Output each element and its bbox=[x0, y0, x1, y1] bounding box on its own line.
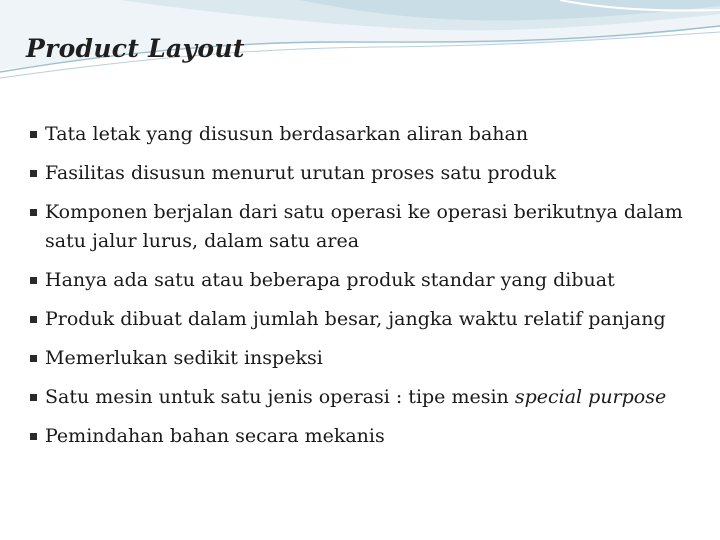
bullet-item-3 bbox=[30, 198, 690, 256]
bullet-item-2 bbox=[30, 159, 690, 188]
bullet-text-7 bbox=[45, 386, 666, 408]
bullet-text-1: Tata letak yang disusun berdasarkan aliran bahan bbox=[45, 123, 529, 145]
bullet-item-8 bbox=[30, 422, 690, 451]
bullet-list bbox=[30, 120, 690, 461]
slide-title: Product Layout bbox=[26, 34, 245, 63]
bullet-item-6 bbox=[30, 344, 690, 373]
bullet-text-2: Fasilitas disusun menurut urutan proses satu produk bbox=[45, 162, 557, 184]
square-bullet-icon bbox=[30, 355, 37, 362]
square-bullet-icon bbox=[30, 131, 37, 138]
bullet-item-4 bbox=[30, 266, 690, 295]
square-bullet-icon bbox=[30, 209, 37, 216]
bullet-text-3: Komponen berjalan dari satu operasi ke operasi berikutnya dalam satu jalur lurus, dalam satu area bbox=[45, 201, 683, 252]
bullet-item-7 bbox=[30, 383, 690, 412]
bullet-text-5: Produk dibuat dalam jumlah besar, jangka waktu relatif panjang bbox=[45, 308, 666, 330]
bullet-item-5 bbox=[30, 305, 690, 334]
bullet-item-1 bbox=[30, 120, 690, 149]
square-bullet-icon bbox=[30, 170, 37, 177]
bullet-text-7-emphasis: special purpose bbox=[514, 386, 667, 408]
square-bullet-icon bbox=[30, 433, 37, 440]
square-bullet-icon bbox=[30, 277, 37, 284]
bullet-text-8: Pemindahan bahan secara mekanis bbox=[45, 425, 385, 447]
square-bullet-icon bbox=[30, 394, 37, 401]
bullet-text-6: Memerlukan sedikit inspeksi bbox=[45, 347, 323, 369]
square-bullet-icon bbox=[30, 316, 37, 323]
bullet-text-4: Hanya ada satu atau beberapa produk standar yang dibuat bbox=[45, 269, 615, 291]
bullet-text-7-plain: Satu mesin untuk satu jenis operasi : tipe mesin bbox=[45, 386, 515, 408]
